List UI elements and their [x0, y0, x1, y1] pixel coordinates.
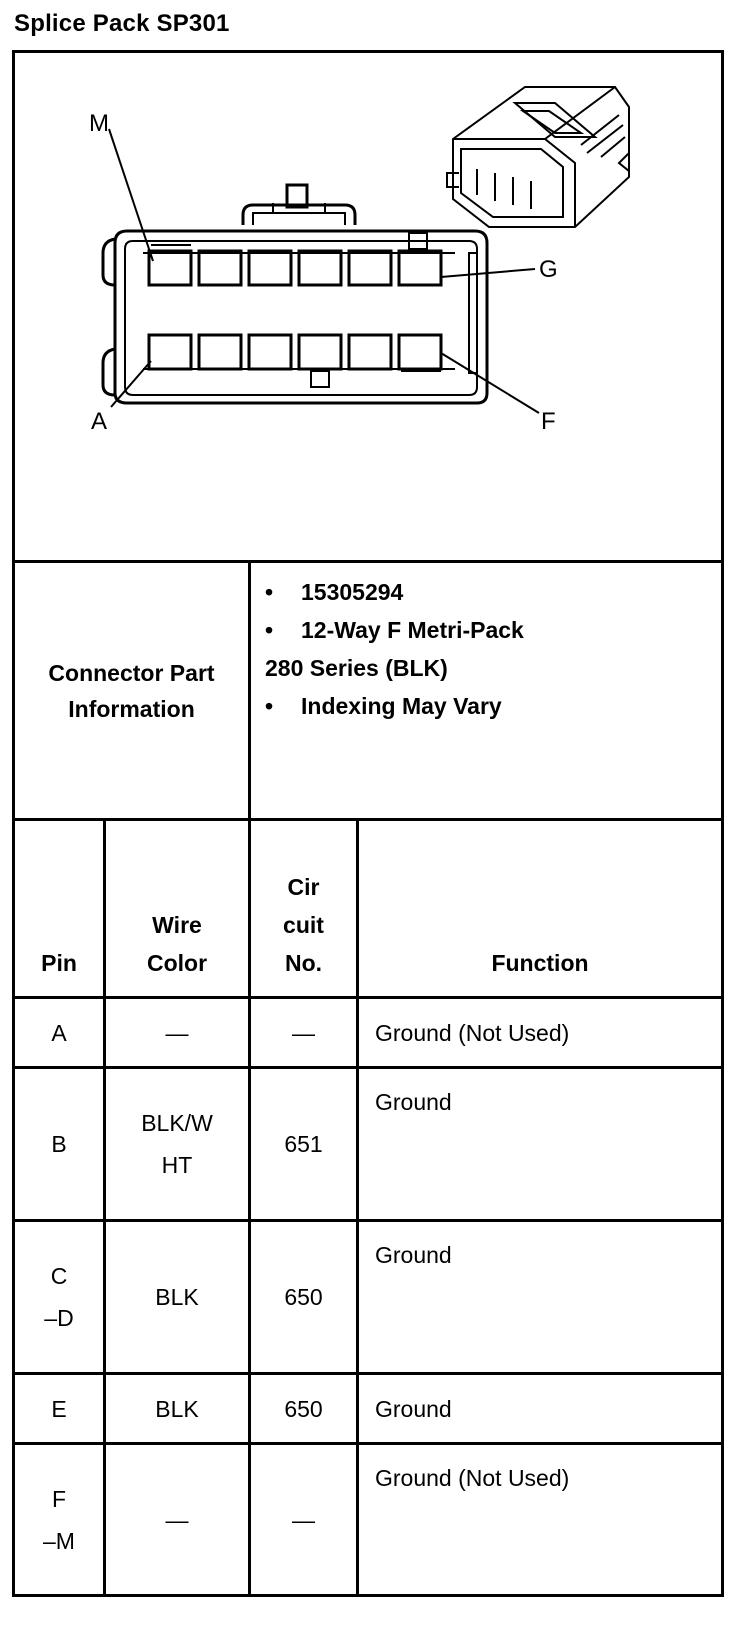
pin-line2: –D: [44, 1305, 74, 1331]
connector-type-line: [265, 611, 720, 649]
pin-line1: C: [50, 1263, 68, 1289]
table-row: [14, 998, 723, 1068]
wire-color-cell: BLK: [105, 1221, 250, 1374]
header-circuit-line3: No.: [284, 950, 323, 976]
wire-color-cell: —: [105, 1444, 250, 1596]
pin-label-a: A: [91, 408, 108, 435]
pin-cell: E: [14, 1374, 105, 1444]
connector-type: 12-Way F Metri-Pack: [301, 617, 524, 643]
indexing-note-line: [265, 687, 720, 725]
connector-info-value: [250, 562, 723, 820]
part-number: 15305294: [301, 579, 404, 605]
function-cell: Ground: [358, 1221, 723, 1374]
bullet-icon: •: [265, 617, 274, 643]
header-wire-color-line2: Color: [146, 950, 208, 976]
wire-color-line1: BLK/W: [141, 1110, 213, 1136]
wire-color-cell: [105, 1068, 250, 1221]
wire-color-cell: —: [105, 998, 250, 1068]
wire-color-cell: BLK: [105, 1374, 250, 1444]
connector-info-label-line1: Connector Part: [48, 659, 215, 686]
function-cell: Ground (Not Used): [358, 1444, 723, 1596]
bullet-icon: •: [265, 693, 274, 719]
header-function: Function: [358, 820, 723, 998]
wire-color-line2: HT: [161, 1152, 193, 1178]
circuit-cell: —: [250, 998, 358, 1068]
pin-cell: B: [14, 1068, 105, 1221]
table-row: [14, 1374, 723, 1444]
pin-cell: [14, 1221, 105, 1374]
circuit-cell: —: [250, 1444, 358, 1596]
header-wire-color: [105, 820, 250, 998]
pin-label-m: M: [89, 110, 109, 137]
page-title: Splice Pack SP301: [14, 10, 230, 37]
pin-cell: [14, 1444, 105, 1596]
part-number-line: [265, 573, 720, 611]
circuit-cell: 651: [250, 1068, 358, 1221]
function-cell: Ground: [358, 1374, 723, 1444]
header-circuit-no: [250, 820, 358, 998]
connector-info-label: [14, 562, 250, 820]
header-pin: Pin: [14, 820, 105, 998]
bullet-icon: •: [265, 579, 274, 605]
connector-face-diagram: [15, 53, 721, 561]
connector-info-table: [12, 560, 724, 821]
pin-line2: –M: [43, 1527, 75, 1554]
pin-table-header: [14, 820, 723, 998]
connector-series-line: 280 Series (BLK): [265, 655, 448, 681]
connector-diagram-panel: [12, 50, 724, 561]
connector-info-label-line2: Information: [68, 695, 195, 722]
circuit-cell: 650: [250, 1374, 358, 1444]
header-wire-color-line1: Wire: [152, 912, 202, 938]
pin-table: [12, 818, 724, 1597]
table-row: [14, 1444, 723, 1596]
pin-cell: A: [14, 998, 105, 1068]
connector-document: [12, 50, 722, 1640]
function-cell: Ground: [358, 1068, 723, 1221]
pin-line1: F: [51, 1485, 67, 1512]
table-row: [14, 1068, 723, 1221]
circuit-cell: 650: [250, 1221, 358, 1374]
function-cell: Ground (Not Used): [358, 998, 723, 1068]
pin-label-f: F: [541, 408, 556, 435]
pin-label-g: G: [539, 256, 558, 283]
table-row: [14, 1221, 723, 1374]
indexing-note: Indexing May Vary: [301, 693, 502, 719]
header-circuit-line2: cuit: [283, 912, 324, 938]
header-circuit-line1: Cir: [287, 874, 320, 900]
